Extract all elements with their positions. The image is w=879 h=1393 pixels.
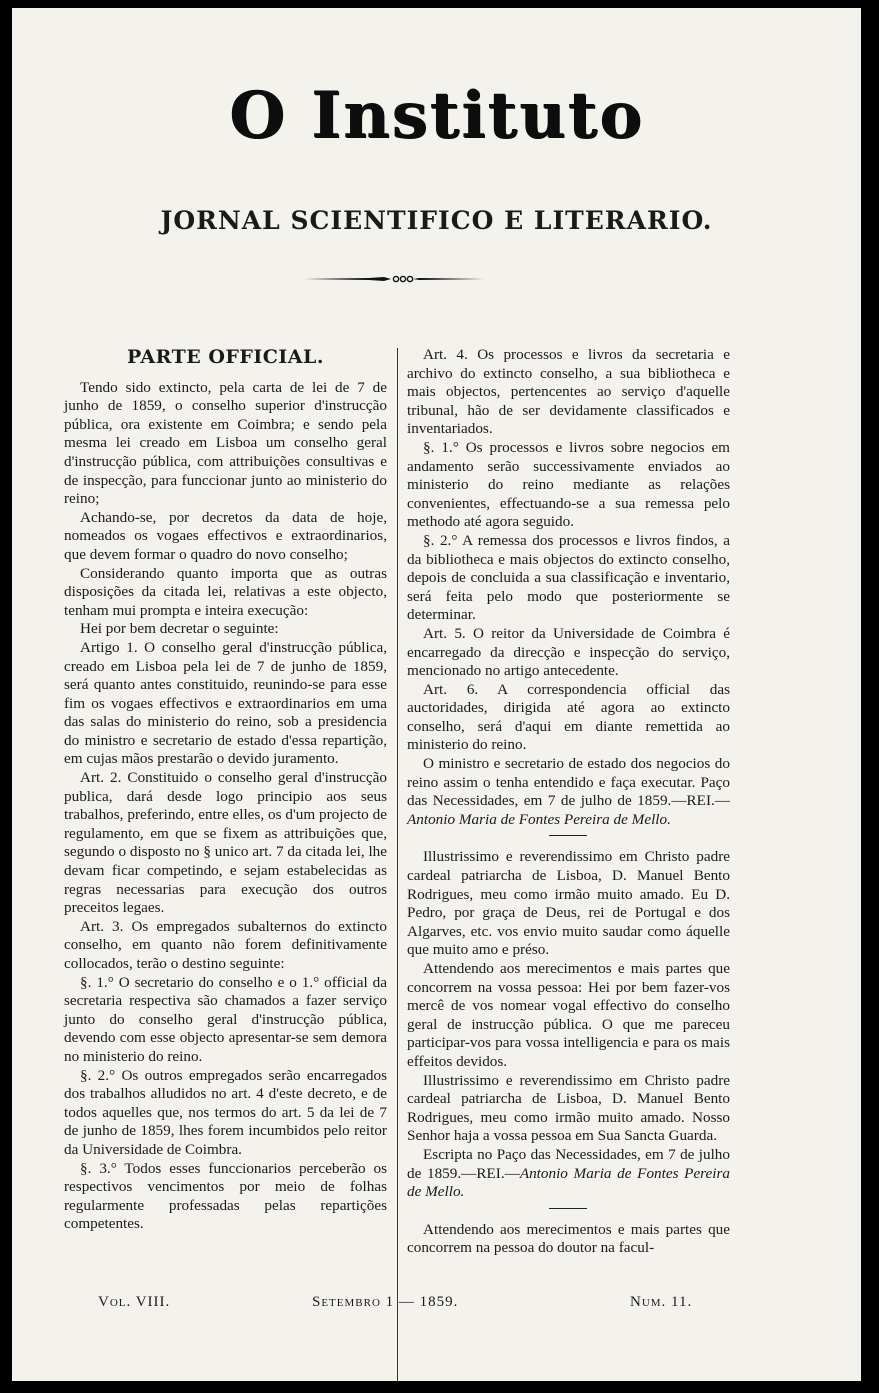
decree-closing-text: O ministro e secretario de estado dos negocios do reino assim o tenha entendido e faça executar. Paço das Necessidades, em 7 de julho de 1859.—REI.—: [407, 755, 730, 810]
section-rule: [549, 1208, 587, 1209]
paragraph: Illustrissimo e reverendissimo em Christo padre cardeal patriarcha de Lisboa, D. Manuel Bento Rodrigues, meu como irmão muito amado. Nosso Senhor haja a vossa pessoa em Sua Sancta Guarda.: [407, 1071, 730, 1145]
paragraph: Art. 2. Constituido o conselho geral d'instrucção publica, dará desde logo principio aos seus trabalhos, preferindo, entre elles, os d'um projecto de regulamento, em que se fixem as attribuições que, segundo o disposto no § unico art. 7 da citada lei, lhe devam ficar competindo, e sejam estabelecidas as regras necessarias para execução dos outros preceitos legaes.: [64, 769, 387, 917]
paragraph: Art. 3. Os empregados subalternos do extincto conselho, em quanto não forem definitivamente collocados, terão o destino seguinte:: [64, 917, 387, 972]
paragraph: Attendendo aos merecimentos e mais partes que concorrem na pessoa do doutor na facul-: [407, 1220, 730, 1257]
paragraph: Attendendo aos merecimentos e mais partes que concorrem na vossa pessoa: Hei por bem fazer-vos mercê de vos nomear vogal effectivo do conselho geral de instrucção pública. O que me pareceu participar-vos para vossa intelligencia e para os mais effeitos devidos.: [407, 960, 730, 1070]
left-column: [64, 346, 387, 1234]
section-title: PARTE OFFICIAL.: [127, 346, 324, 368]
paragraph: §. 1.° O secretario do conselho e o 1.° official da secretaria respectiva são chamados a fazer serviço junto do conselho geral d'instrucção pública, devendo com esse objecto apresentar-se sem demora no ministerio do reino.: [64, 973, 387, 1065]
ornament-divider-icon: [299, 274, 489, 284]
paragraph: §. 2.° A remessa dos processos e livros findos, a da bibliotheca e mais objectos do extincto conselho, depois de concluida a sua classificação e inventario, será feita pelo modo que posteriormente se determinar.: [407, 531, 730, 624]
right-column: [407, 346, 730, 1258]
paragraph: Art. 4. Os processos e livros da secretaria e archivo do extincto conselho, a sua bibliotheca e mais objectos, pertencentes ao serviço d'aquelle tribunal, hão de ser devidamente classificados e inventariados.: [407, 346, 730, 438]
paragraph: Considerando quanto importa que as outras disposições da citada lei, relativas a este objecto, tenham mui prompta e inteira execução:: [64, 564, 387, 619]
letter-closing: [407, 1146, 730, 1202]
footer-volume: Vol. VIII.: [98, 1294, 171, 1310]
paragraph: Hei por bem decretar o seguinte:: [80, 620, 279, 638]
paragraph: Art. 6. A correspondencia official das auctoridades, dirigida até agora ao extincto conselho, será d'aqui em diante remettida ao ministerio do reino.: [407, 680, 730, 754]
decree-closing: [407, 755, 730, 829]
paragraph: Artigo 1. O conselho geral d'instrucção pública, creado em Lisboa pela lei de 7 de junho de 1859, será quanto antes constituido, reunindo-se para esse fim os vogaes effectivos e extraordinarios em uma das salas do ministerio do reino, sob a presidencia do ministro e secretario de estado d'essa repartição, em cujas mãos prestarão o devido juramento.: [64, 638, 387, 768]
paragraph: §. 2.° Os outros empregados serão encarregados dos trabalhos alludidos no art. 4 d'este decreto, e de todos aquelles que, nos termos do art. 5 da lei de 7 de junho de 1859, lhes forem incumbidos pelo reitor da Universidade de Coimbra.: [64, 1066, 387, 1158]
letter-closing-text: Escripta no Paço das Necessidades, em 7 de julho de 1859.—REI.—: [407, 1145, 730, 1182]
paragraph: §. 3.° Todos esses funccionarios perceberão os respectivos vencimentos por meio de folhas regularmente professadas pelas repartições competentes.: [64, 1159, 387, 1233]
paragraph: Art. 5. O reitor da Universidade de Coimbra é encarregado da direcção e inspecção do serviço, mencionado no artigo antecedente.: [407, 624, 730, 680]
signature: Antonio Maria de Fontes Pereira de Mello.: [407, 810, 671, 828]
journal-subtitle: JORNAL SCIENTIFICO E LITERARIO.: [160, 206, 713, 235]
signature: Antonio Maria de Fontes Pereira de Mello.: [407, 1164, 730, 1201]
footer-number: Num. 11.: [630, 1294, 693, 1310]
section-rule: [549, 835, 587, 836]
paragraph: §. 1.° Os processos e livros sobre negocios em andamento serão successivamente enviados ao ministerio do reino mediante as relações convenientes, effectuando-se a sua remessa pelo methodo até agora seguido.: [407, 438, 730, 531]
column-divider: [397, 348, 398, 1381]
footer-date: Setembro 1 — 1859.: [312, 1294, 459, 1310]
journal-page: [12, 8, 861, 1381]
paragraph: Achando-se, por decretos da data de hoje, nomeados os vogaes effectivos e extraordinarios, que devem formar o quadro do novo conselho;: [64, 508, 387, 563]
paragraph: Illustrissimo e reverendissimo em Christo padre cardeal patriarcha de Lisboa, D. Manuel Bento Rodrigues, meu como irmão muito amado. Eu D. Pedro, por graça de Deus, rei de Portugal e dos Algarves, etc. vos envio muito saudar como áquelle que muito amo e préso.: [407, 848, 730, 959]
journal-title: O Instituto: [229, 78, 644, 153]
paragraph: Tendo sido extincto, pela carta de lei de 7 de junho de 1859, o conselho superior d'instrucção pública, ora existente em Coimbra; e sendo pela mesma lei creado em Lisboa um conselho geral d'instrucção pública, com attribuições consultivas e de inspecção, para funccionar junto ao ministerio do reino;: [64, 378, 387, 508]
